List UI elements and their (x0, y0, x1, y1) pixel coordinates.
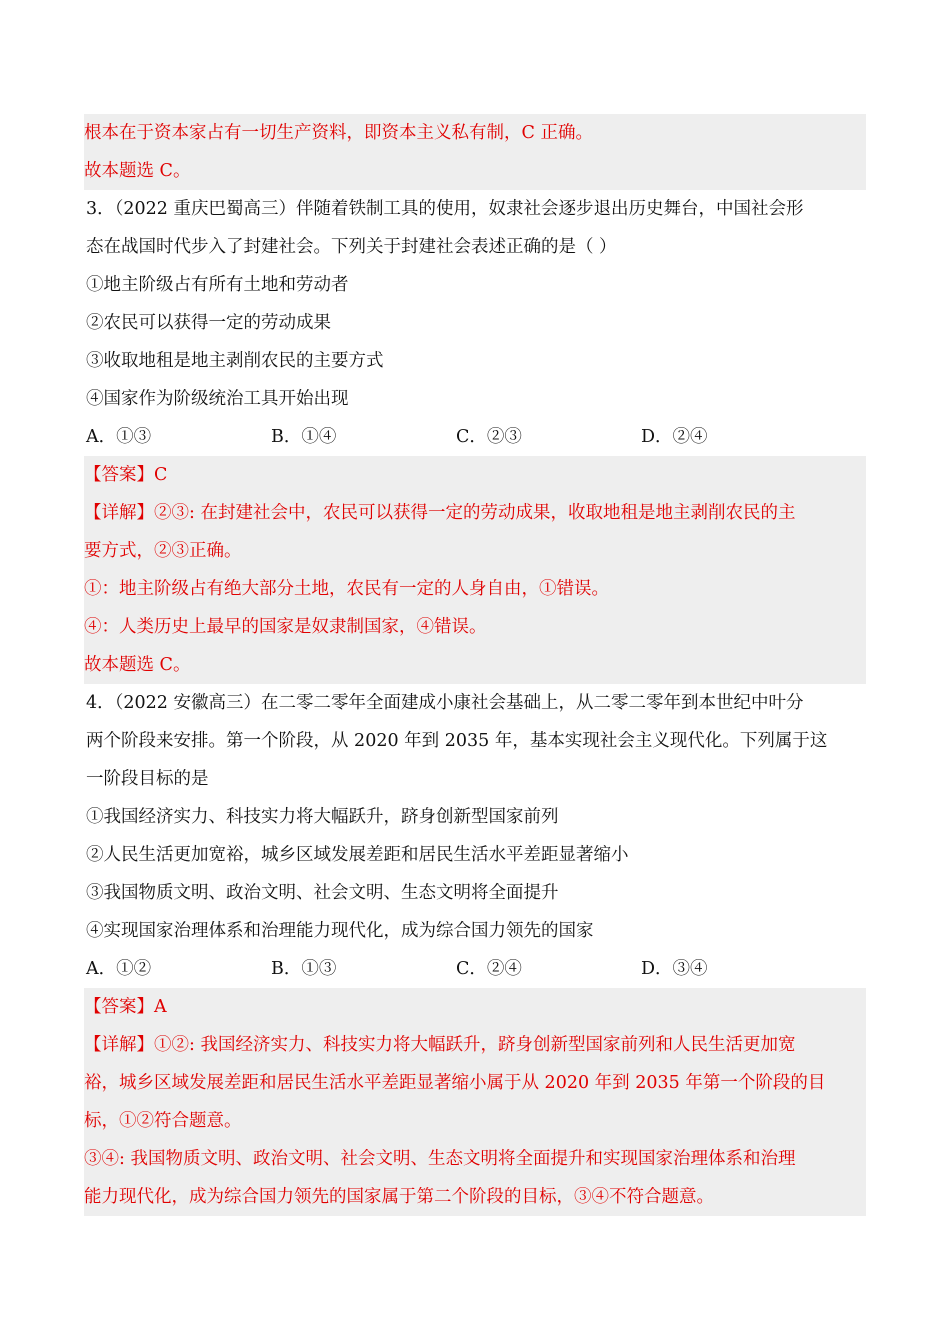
explanation-line: ④：人类历史上最早的国家是奴隶制国家，④错误。 (84, 617, 487, 637)
explanation-line: ③④: 我国物质文明、政治文明、社会文明、生态文明将全面提升和实现国家治理体系和治理 (84, 1149, 796, 1169)
question-4 (86, 684, 866, 988)
answer-block-q3 (84, 456, 866, 684)
question-stem: 态在战国时代步入了封建社会。下列关于封建社会表述正确的是（ ） (86, 237, 617, 257)
explanation-line: 要方式，②③正确。 (84, 541, 242, 561)
option-c: C．②④ (456, 959, 522, 979)
answer-label: 【答案】C (84, 465, 168, 485)
explanation-line: 【详解】①②: 我国经济实力、科技实力将大幅跃升，跻身创新型国家前列和人民生活更加宽 (84, 1035, 796, 1055)
option-d: D．②④ (641, 427, 708, 447)
statement-item: ③收取地租是地主剥削农民的主要方式 (86, 351, 384, 371)
question-3 (86, 190, 866, 456)
question-stem: 一阶段目标的是 (86, 769, 209, 789)
question-stem: 4．（2022 安徽高三）在二零二零年全面建成小康社会基础上，从二零二零年到本世纪中叶分 (86, 693, 804, 713)
answer-block-q4 (84, 988, 866, 1216)
option-c: C．②③ (456, 427, 522, 447)
statement-item: ④国家作为阶级统治工具开始出现 (86, 389, 349, 409)
option-d: D．③④ (641, 959, 708, 979)
question-stem: 3．（2022 重庆巴蜀高三）伴随着铁制工具的使用，奴隶社会逐步退出历史舞台，中国社会形 (86, 199, 804, 219)
statement-item: ②农民可以获得一定的劳动成果 (86, 313, 331, 333)
answer-line: 故本题选 C。 (84, 161, 191, 181)
statement-item: ①地主阶级占有所有土地和劳动者 (86, 275, 349, 295)
options-row (86, 950, 866, 988)
option-b: B．①③ (271, 959, 337, 979)
options-row (86, 418, 866, 456)
explanation-line: 能力现代化，成为综合国力领先的国家属于第二个阶段的目标，③④不符合题意。 (84, 1187, 714, 1207)
statement-item: ②人民生活更加宽裕，城乡区域发展差距和居民生活水平差距显著缩小 (86, 845, 629, 865)
explanation-line: 【详解】②③: 在封建社会中，农民可以获得一定的劳动成果，收取地租是地主剥削农民的主 (84, 503, 796, 523)
explanation-line: 标，①②符合题意。 (84, 1111, 242, 1131)
answer-line: 根本在于资本家占有一切生产资料，即资本主义私有制，C 正确。 (84, 123, 593, 143)
explanation-line: ①：地主阶级占有绝大部分土地，农民有一定的人身自由，①错误。 (84, 579, 609, 599)
answer-label: 【答案】A (84, 997, 167, 1017)
statement-item: ③我国物质文明、政治文明、社会文明、生态文明将全面提升 (86, 883, 559, 903)
explanation-line: 故本题选 C。 (84, 655, 191, 675)
option-a: A．①② (86, 959, 152, 979)
statement-item: ①我国经济实力、科技实力将大幅跃升，跻身创新型国家前列 (86, 807, 559, 827)
statement-item: ④实现国家治理体系和治理能力现代化，成为综合国力领先的国家 (86, 921, 594, 941)
option-b: B．①④ (271, 427, 337, 447)
question-stem: 两个阶段来安排。第一个阶段，从 2020 年到 2035 年，基本实现社会主义现代化。下列属于这 (86, 731, 828, 751)
explanation-line: 裕，城乡区域发展差距和居民生活水平差距显著缩小属于从 2020 年到 2035 年第一个阶段的目 (84, 1073, 826, 1093)
answer-block-prev (84, 114, 866, 190)
option-a: A．①③ (86, 427, 152, 447)
